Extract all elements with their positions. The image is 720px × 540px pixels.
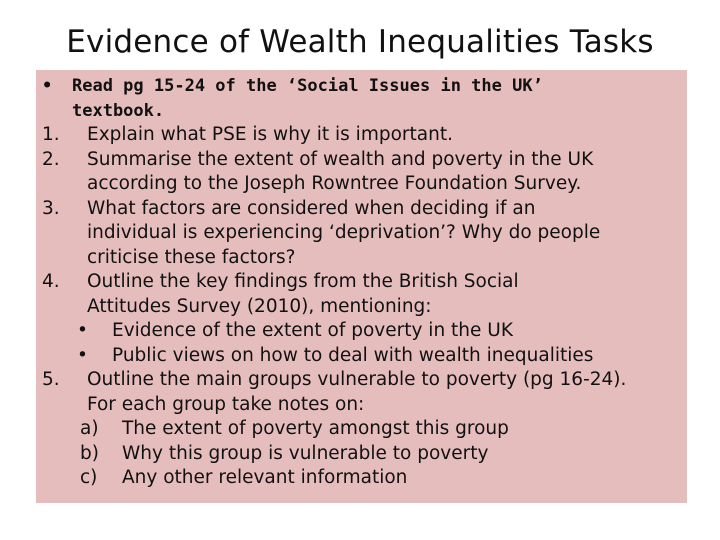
task-line: individual is experiencing ‘deprivation’? Why do people	[87, 222, 601, 243]
intro-line-2: textbook.	[72, 100, 165, 121]
task-number: 5.	[42, 369, 60, 390]
task-line: Attitudes Survey (2010), mentioning:	[87, 295, 432, 317]
task-line: criticise these factors?	[87, 246, 296, 268]
task-number: 1.	[42, 124, 60, 145]
sub-bullet	[42, 344, 682, 369]
task-line: What factors are considered when deciding if an	[87, 197, 536, 219]
task-number: 3.	[42, 197, 60, 219]
slide-title: Evidence of Wealth Inequalities Tasks	[66, 24, 654, 60]
task-list	[42, 74, 682, 491]
sub-bullet-text: Public views on how to deal with wealth inequalities	[112, 344, 594, 366]
sub-item-b	[42, 442, 682, 467]
task-item-1	[42, 123, 682, 148]
sub-bullet	[42, 319, 682, 344]
task-line: Outline the main groups vulnerable to poverty (pg 16-24).	[87, 369, 627, 390]
task-item-5	[42, 368, 682, 417]
sub-item-text: Any other relevant information	[122, 467, 408, 488]
sub-item-marker: c)	[80, 467, 98, 488]
task-number: 4.	[42, 271, 60, 292]
task-item-3	[42, 197, 682, 271]
task-number: 2.	[42, 148, 60, 170]
bullet-marker: •	[42, 76, 53, 96]
intro-item	[42, 74, 682, 123]
task-item-2	[42, 148, 682, 197]
task-line: Outline the key findings from the British Social	[87, 271, 519, 292]
sub-item-text: Why this group is vulnerable to poverty	[122, 442, 489, 464]
task-line: according to the Joseph Rowntree Foundation Survey.	[87, 173, 582, 194]
sub-item-text: The extent of poverty amongst this group	[122, 418, 509, 439]
sub-item-c	[42, 466, 682, 491]
task-line: Summarise the extent of wealth and poverty in the UK	[87, 148, 594, 170]
task-line: For each group take notes on:	[87, 393, 365, 415]
sub-item-marker: a)	[80, 418, 99, 439]
task-line: Explain what PSE is why it is important.	[87, 124, 453, 145]
sub-item-a	[42, 417, 682, 442]
bullet-marker: •	[77, 320, 88, 341]
sub-item-marker: b)	[80, 442, 99, 464]
task-item-4	[42, 270, 682, 319]
intro-line-1: Read pg 15-24 of the ‘Social Issues in the UK’	[72, 76, 543, 96]
sub-bullet-text: Evidence of the extent of poverty in the UK	[112, 320, 513, 341]
bullet-marker: •	[77, 344, 88, 366]
